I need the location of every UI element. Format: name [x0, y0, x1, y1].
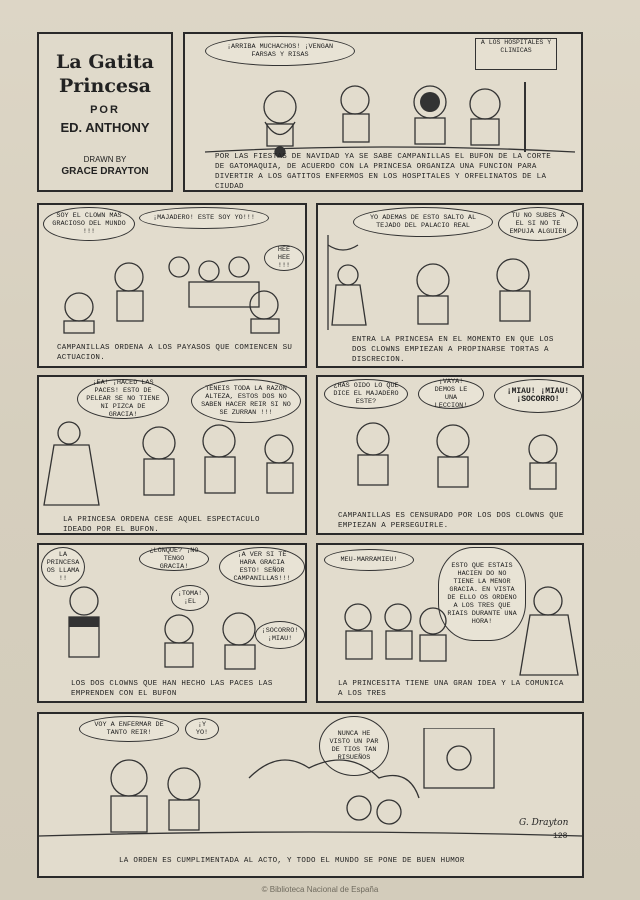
- illustration-clowns: [39, 227, 305, 337]
- speech-bubble: LA PRINCESA OS LLAMA !!: [41, 547, 85, 587]
- comic-panel-5: [316, 375, 584, 535]
- comic-panel-3: [316, 203, 584, 368]
- comic-title-line2: Princesa: [59, 75, 151, 97]
- speech-bubble: ¡A VER SI TE HARA GRACIA ESTO! SEÑOR CAMPANILLAS!!!: [219, 547, 305, 587]
- panel-caption: CAMPANILLAS ORDENA A LOS PAYASOS QUE COMIENCEN SU ACTUACION.: [57, 344, 293, 362]
- panel-caption: CAMPANILLAS ES CENSURADO POR LOS DOS CLOWNS QUE EMPIEZAN A PERSEGUIRLE.: [338, 512, 564, 530]
- illustration-princess-orders: [39, 415, 305, 515]
- comic-panel-4: [37, 375, 307, 535]
- speech-bubble: TENEIS TODA LA RAZON ALTEZA, ESTOS DOS NO SABEN HACER REIR SI NO SE ZURRAN !!!: [191, 379, 301, 423]
- speech-bubble: ESTO QUE ESTAIS HACIEN DO NO TIENE LA MENOR GRACIA. EN VISTA DE ELLO OS ORDENO A LOS TRES QUE RIAIS DURANTE UNA HORA!: [438, 547, 526, 641]
- comic-panel-6: [37, 543, 307, 703]
- illustration-clowns-attack: [39, 581, 305, 681]
- panel-caption: POR LAS FIESTAS DE NAVIDAD YA SE SABE CAMPANILLAS EL BUFON DE LA CORTE DE GATOMAQUIA, DE ACUERDO CON LA PRINCESA ORGANIZA UNA FUNCION PARA DIVERTIR A LOS GATITOS ENFERMOS EN LOS HOSPITALES Y ORFELINATOS DE LA CIUDAD: [215, 153, 552, 191]
- panel-caption: LOS DOS CLOWNS QUE HAN HECHO LAS PACES LAS EMPRENDEN CON EL BUFON: [71, 680, 273, 698]
- speech-bubble: ¡EA! ¡HACED LAS PACES! ESTO DE PELEAR SE NO TIENE NI PIZCA DE GRACIA!: [77, 379, 169, 419]
- panel-caption: LA PRINCESA ORDENA CESE AQUEL ESPECTACULO IDEADO POR EL BUFON.: [63, 516, 260, 534]
- speech-bubble: ¡ARRIBA MUCHACHOS! ¡VENGAN FARSAS Y RISAS: [205, 36, 355, 66]
- illustration-parade-cats: [185, 52, 581, 162]
- speech-bubble: YO ADEMAS DE ESTO SALTO AL TEJADO DEL PALACIO REAL: [353, 207, 493, 237]
- speech-bubble: ¡MIAU! ¡MIAU! ¡SOCORRO!: [494, 379, 582, 413]
- comic-panel-8: [37, 712, 584, 878]
- speech-bubble: MEU-MARRAMIEU!: [324, 549, 414, 571]
- illustration-everyone-laughing: [39, 728, 582, 848]
- hospital-sign: A LOS HOSPITALES Y CLINICAS: [475, 38, 557, 70]
- speech-bubble: ¡SOCORRO! ¡MIAU!: [255, 621, 305, 649]
- speech-bubble: ¿LONQUE? ¡NO TENGO GRACIA!: [139, 547, 209, 571]
- artist-signature: G. Drayton: [519, 818, 569, 828]
- artist-name: GRACE DRAYTON: [61, 166, 149, 177]
- speech-bubble: ¡TOMA! ¡EL: [171, 585, 209, 611]
- title-box: [37, 32, 173, 192]
- comic-panel-7: [316, 543, 584, 703]
- speech-bubble: ¡Y YO!: [185, 718, 219, 740]
- footer-credit: © Biblioteca Nacional de España: [261, 885, 379, 894]
- speech-bubble: VOY A ENFERMAR DE TANTO REIR!: [79, 716, 179, 742]
- speech-bubble: HEE HEE !!!: [264, 245, 304, 271]
- speech-bubble: ¿HAS OIDO LO QUE DICE EL MAJADERO ESTE?: [324, 379, 408, 409]
- illustration-chase: [318, 409, 582, 509]
- panel-caption: LA ORDEN ES CUMPLIMENTADA AL ACTO, Y TODO EL MUNDO SE PONE DE BUEN HUMOR: [119, 857, 465, 865]
- panel-caption: ENTRA LA PRINCESA EN EL MOMENTO EN QUE LOS DOS CLOWNS EMPIEZAN A PROPINARSE TORTAS A DISCRECION.: [352, 336, 554, 364]
- speech-bubble: TU NO SUBES A EL SI NO TE EMPUJA ALGUIEN: [498, 207, 578, 241]
- drawn-by-label: DRAWN BY: [83, 155, 127, 164]
- speech-bubble: ¡MAJADERO! ESTE SOY YO!!!: [139, 207, 269, 229]
- comic-panel-2: [37, 203, 307, 368]
- illustration-princess-enters: [318, 235, 582, 335]
- illustration-princess-idea: [318, 581, 582, 681]
- speech-bubble: NUNCA HE VISTO UN PAR DE TIOS TAN RISUEÑOS: [319, 716, 389, 776]
- speech-bubble: ¡VAYA! DEMOS LE UNA LECCION!: [418, 379, 484, 409]
- comic-panel-1: [183, 32, 583, 192]
- por-label: POR: [90, 104, 120, 116]
- page-number: 128: [553, 832, 568, 841]
- author-name: ED. ANTHONY: [60, 120, 150, 135]
- panel-caption: LA PRINCESITA TIENE UNA GRAN IDEA Y LA COMUNICA A LOS TRES: [338, 680, 564, 698]
- comic-title-line1: La Gatita: [56, 51, 154, 73]
- speech-bubble: SOY EL CLOWN MAS GRACIOSO DEL MUNDO !!!: [43, 207, 135, 241]
